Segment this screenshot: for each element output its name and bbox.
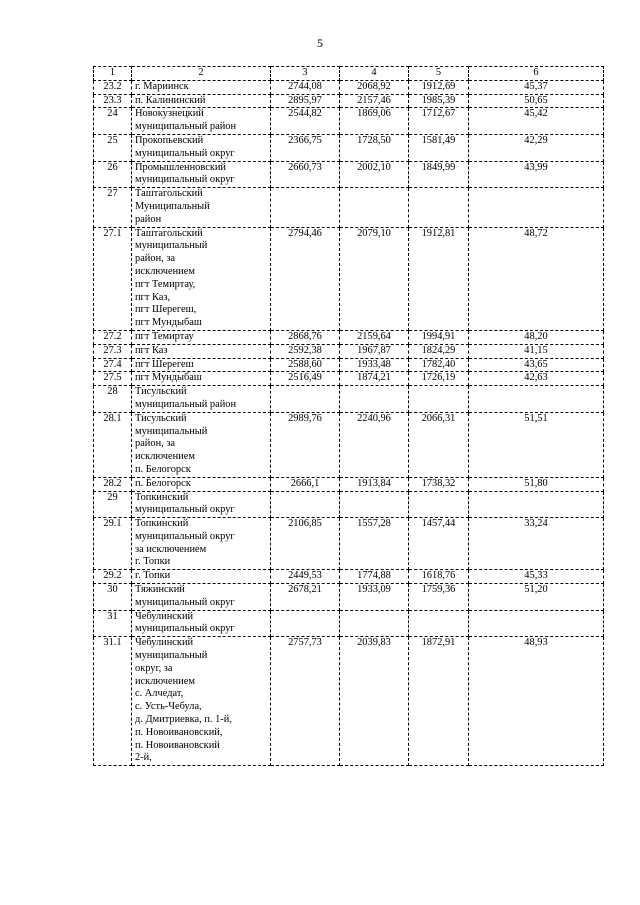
- tariff-table: [93, 66, 604, 766]
- row-number-cell: 28.1: [94, 412, 132, 477]
- header-cell: 4: [340, 67, 409, 81]
- territory-name-cell: Топкинский муниципальный округ за исключением г. Топки: [132, 518, 271, 570]
- value-col3-cell: 2449,53: [271, 570, 340, 584]
- table-row: [94, 386, 604, 413]
- row-number-cell: 27.5: [94, 372, 132, 386]
- value-col6-cell: 42,63: [469, 372, 604, 386]
- territory-name-cell: Таштагольский Муниципальный район: [132, 188, 271, 227]
- table-row: [94, 584, 604, 611]
- row-number-cell: 24: [94, 108, 132, 135]
- row-number-cell: 27.1: [94, 227, 132, 330]
- row-number-cell: 29: [94, 491, 132, 518]
- row-number-cell: 27.4: [94, 358, 132, 372]
- value-col4-cell: 1933,48: [340, 358, 409, 372]
- territory-name-cell: Тисульский муниципальный район, за исключением п. Белогорск: [132, 412, 271, 477]
- row-number-cell: 29.1: [94, 518, 132, 570]
- territory-name-cell: пгт Темиртау: [132, 330, 271, 344]
- value-col6-cell: 43,65: [469, 358, 604, 372]
- value-col3-cell: 2868,76: [271, 330, 340, 344]
- value-col6-cell: 43,99: [469, 161, 604, 188]
- table-row: [94, 637, 604, 766]
- territory-name-cell: Таштагольский муниципальный район, за исключением пгт Темиртау, пгт Каз, пгт Шерегеш, пгт Мундыбаш: [132, 227, 271, 330]
- table-row: [94, 570, 604, 584]
- value-col6-cell: 45,42: [469, 108, 604, 135]
- value-col4-cell: 1933,09: [340, 584, 409, 611]
- territory-name-cell: пгт Мундыбаш: [132, 372, 271, 386]
- value-col5-cell: 1824,29: [409, 344, 469, 358]
- row-number-cell: 28: [94, 386, 132, 413]
- value-col6-cell: [469, 386, 604, 413]
- table-row: [94, 344, 604, 358]
- territory-name-cell: Новокузнецкий муниципальный район: [132, 108, 271, 135]
- territory-name-cell: Прокопьевский муниципальный округ: [132, 134, 271, 161]
- table-row: [94, 94, 604, 108]
- value-col3-cell: 2678,21: [271, 584, 340, 611]
- value-col4-cell: 1967,87: [340, 344, 409, 358]
- table-row: [94, 134, 604, 161]
- value-col3-cell: 2516,49: [271, 372, 340, 386]
- value-col4-cell: 1874,21: [340, 372, 409, 386]
- row-number-cell: 27: [94, 188, 132, 227]
- row-number-cell: 27.2: [94, 330, 132, 344]
- territory-name-cell: Чебулинский муниципальный округ: [132, 610, 271, 637]
- value-col5-cell: [409, 188, 469, 227]
- value-col4-cell: 1913,84: [340, 477, 409, 491]
- value-col5-cell: 1618,76: [409, 570, 469, 584]
- value-col4-cell: 2240,96: [340, 412, 409, 477]
- value-col5-cell: 1994,91: [409, 330, 469, 344]
- table-row: [94, 610, 604, 637]
- value-col3-cell: 2895,97: [271, 94, 340, 108]
- territory-name-cell: п. Калининский: [132, 94, 271, 108]
- value-col5-cell: 1912,81: [409, 227, 469, 330]
- row-number-cell: 31: [94, 610, 132, 637]
- value-col4-cell: 2159,64: [340, 330, 409, 344]
- territory-name-cell: пгт Шерегеш: [132, 358, 271, 372]
- value-col3-cell: 2989,76: [271, 412, 340, 477]
- table-row: [94, 188, 604, 227]
- value-col6-cell: 51,51: [469, 412, 604, 477]
- value-col3-cell: 2544,82: [271, 108, 340, 135]
- row-number-cell: 26: [94, 161, 132, 188]
- value-col6-cell: 45,33: [469, 570, 604, 584]
- value-col3-cell: [271, 188, 340, 227]
- value-col6-cell: [469, 188, 604, 227]
- value-col4-cell: [340, 491, 409, 518]
- territory-name-cell: Топкинский муниципальный округ: [132, 491, 271, 518]
- value-col5-cell: 1738,32: [409, 477, 469, 491]
- value-col5-cell: 1782,40: [409, 358, 469, 372]
- row-number-cell: 29.2: [94, 570, 132, 584]
- table-row: [94, 518, 604, 570]
- table-row: [94, 80, 604, 94]
- value-col5-cell: 1872,91: [409, 637, 469, 766]
- territory-name-cell: г. Топки: [132, 570, 271, 584]
- value-col5-cell: 1985,39: [409, 94, 469, 108]
- value-col3-cell: 2744,08: [271, 80, 340, 94]
- value-col5-cell: 1726,19: [409, 372, 469, 386]
- value-col6-cell: 51,80: [469, 477, 604, 491]
- value-col3-cell: 2592,38: [271, 344, 340, 358]
- value-col5-cell: 1849,99: [409, 161, 469, 188]
- value-col4-cell: 1557,28: [340, 518, 409, 570]
- value-col4-cell: 2002,10: [340, 161, 409, 188]
- page-number: 5: [317, 36, 323, 50]
- value-col5-cell: 1457,44: [409, 518, 469, 570]
- table-row: [94, 491, 604, 518]
- territory-name-cell: Чебулинский муниципальный округ, за исключением с. Алчедат, с. Усть-Чебула, д. Дмитриевка, п. 1-й, п. Новоивановский, п. Новоивановский 2-й,: [132, 637, 271, 766]
- value-col5-cell: [409, 610, 469, 637]
- value-col3-cell: [271, 610, 340, 637]
- header-cell: 5: [409, 67, 469, 81]
- table-row: [94, 412, 604, 477]
- value-col3-cell: 2588,60: [271, 358, 340, 372]
- value-col6-cell: 48,20: [469, 330, 604, 344]
- table-row: [94, 330, 604, 344]
- value-col6-cell: 50,65: [469, 94, 604, 108]
- value-col3-cell: 2366,75: [271, 134, 340, 161]
- header-cell: 3: [271, 67, 340, 81]
- value-col6-cell: 41,15: [469, 344, 604, 358]
- value-col4-cell: 2079,10: [340, 227, 409, 330]
- value-col6-cell: 51,20: [469, 584, 604, 611]
- territory-name-cell: пгт Каз: [132, 344, 271, 358]
- value-col6-cell: 33,24: [469, 518, 604, 570]
- value-col6-cell: 42,29: [469, 134, 604, 161]
- value-col4-cell: 2039,83: [340, 637, 409, 766]
- territory-name-cell: Тяжинский муниципальный округ: [132, 584, 271, 611]
- value-col4-cell: [340, 188, 409, 227]
- value-col4-cell: 2157,46: [340, 94, 409, 108]
- table-row: [94, 358, 604, 372]
- table-row: [94, 161, 604, 188]
- value-col5-cell: 1759,36: [409, 584, 469, 611]
- value-col3-cell: 2106,85: [271, 518, 340, 570]
- row-number-cell: 23.2: [94, 80, 132, 94]
- value-col3-cell: [271, 386, 340, 413]
- header-cell: 6: [469, 67, 604, 81]
- territory-name-cell: г. Мариинск: [132, 80, 271, 94]
- territory-name-cell: Тисульский муниципальный район: [132, 386, 271, 413]
- value-col3-cell: 2660,73: [271, 161, 340, 188]
- header-cell: 2: [132, 67, 271, 81]
- value-col3-cell: [271, 491, 340, 518]
- value-col6-cell: [469, 491, 604, 518]
- value-col5-cell: 1712,67: [409, 108, 469, 135]
- value-col6-cell: 48,72: [469, 227, 604, 330]
- value-col4-cell: 1869,06: [340, 108, 409, 135]
- value-col4-cell: [340, 386, 409, 413]
- territory-name-cell: Промышленновский муниципальный округ: [132, 161, 271, 188]
- value-col5-cell: 1581,49: [409, 134, 469, 161]
- row-number-cell: 28.2: [94, 477, 132, 491]
- territory-name-cell: п. Белогорск: [132, 477, 271, 491]
- table-row: [94, 477, 604, 491]
- value-col6-cell: [469, 610, 604, 637]
- value-col4-cell: 1774,88: [340, 570, 409, 584]
- value-col6-cell: 48,93: [469, 637, 604, 766]
- value-col4-cell: [340, 610, 409, 637]
- row-number-cell: 27.3: [94, 344, 132, 358]
- table-row: [94, 108, 604, 135]
- row-number-cell: 30: [94, 584, 132, 611]
- value-col3-cell: 2666,1: [271, 477, 340, 491]
- value-col5-cell: 1912,69: [409, 80, 469, 94]
- row-number-cell: 23.3: [94, 94, 132, 108]
- table-header-row: [94, 67, 604, 81]
- value-col3-cell: 2794,46: [271, 227, 340, 330]
- value-col4-cell: 2068,92: [340, 80, 409, 94]
- value-col6-cell: 45,37: [469, 80, 604, 94]
- table-row: [94, 372, 604, 386]
- row-number-cell: 25: [94, 134, 132, 161]
- value-col5-cell: [409, 491, 469, 518]
- header-cell: 1: [94, 67, 132, 81]
- row-number-cell: 31.1: [94, 637, 132, 766]
- value-col3-cell: 2757,73: [271, 637, 340, 766]
- value-col5-cell: [409, 386, 469, 413]
- table-row: [94, 227, 604, 330]
- value-col4-cell: 1728,50: [340, 134, 409, 161]
- value-col5-cell: 2066,31: [409, 412, 469, 477]
